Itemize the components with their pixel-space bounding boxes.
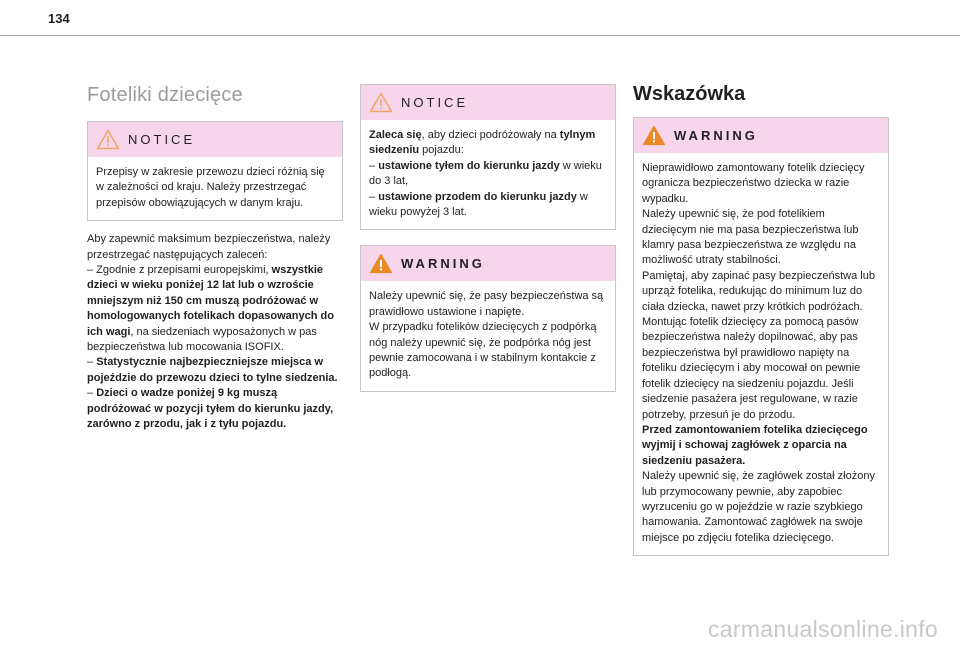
notice-label: NOTICE: [401, 95, 469, 110]
warning-triangle-outline-icon: [369, 92, 393, 113]
warning-text: Należy upewnić się, że pasy bezpieczeństwa są prawidłowo ustawione i napięte. W przypadku fotelików dziecięcych z podpórką nóg należy upewnić się, że podpórka nóg jest pewnie zamocowana i w stabilnym kontakcie z podłogą.: [369, 290, 604, 380]
body-text: [87, 232, 343, 432]
list-item: – Dzieci o wadze poniżej 9 kg muszą podróżować w pozycji tyłem do kierunku jazdy, zarówno z przodu, jak i z tyłu pojazdu.: [87, 387, 334, 431]
notice-box: [87, 121, 343, 221]
warning-header: [634, 118, 888, 153]
column-3: [633, 70, 889, 556]
notice-text: Przepisy w zakresie przewozu dzieci różnią się w zależności od kraju. Należy przestrzegać przepisów obowiązujących w danym kraju.: [96, 166, 325, 209]
notice-header: [88, 122, 342, 157]
warning-triangle-outline-icon: [96, 129, 120, 150]
section-title: Foteliki dziecięce: [87, 84, 243, 106]
intro-paragraph: Aby zapewnić maksimum bezpieczeństwa, należy przestrzegać następujących zaleceń:: [87, 233, 331, 261]
page-number: 134: [48, 11, 70, 26]
warning-box: [633, 117, 889, 556]
section-heading: Wskazówka: [633, 83, 746, 105]
list-item: – Zgodnie z przepisami europejskimi, wszystkie dzieci w wieku poniżej 12 lat lub o wzroście mniejszym niż 150 cm muszą podróżować w homologowanych fotelikach dopasowanych do ich wagi, na siedzeniach wyposażonych w pas bezpieczeństwa lub mocowania ISOFIX.: [87, 264, 334, 354]
top-divider: [0, 35, 960, 36]
column-1: [87, 70, 343, 433]
warning-label: WARNING: [401, 256, 485, 272]
list-item: – Statystycznie najbezpieczniejsze miejsca w pojeździe do przewozu dzieci to tylne siedzenia.: [87, 356, 338, 384]
column-2: [360, 70, 616, 392]
watermark: carmanualsonline.info: [707, 616, 938, 642]
warning-header: [361, 246, 615, 281]
notice-box: [360, 84, 616, 230]
warning-box: [360, 245, 616, 391]
warning-triangle-icon: [369, 253, 393, 274]
notice-label: NOTICE: [128, 132, 196, 147]
warning-label: WARNING: [674, 128, 758, 143]
notice-header: [361, 85, 615, 120]
warning-triangle-icon: [642, 125, 666, 146]
warning-text: Nieprawidłowo zamontowany fotelik dziecięcy ogranicza bezpieczeństwo dziecka w razie wypadku. Należy upewnić się, że pod fotelikiem dziecięcym nie ma pasa bezpieczeństwa lub klamry pasa bezpieczeństwa ze względu na możliwość utraty stabilności. Pamiętaj, aby zapinać pasy bezpieczeństwa lub uprząż fotelika, redukując do minimum luz do ciała dziecka, nawet przy krótkich podróżach. Montując fotelik dziecięcy za pomocą pasów bezpieczeństwa należy dopilnować, aby pas bezpieczeństwa był prawidłowo napięty na foteliku dziecięcym i aby mocował on pewnie fotelik dziecięcy na siedzeniu pojazdu. Jeśli siedzenie pasażera jest regulowane, w razie potrzeby, przesuń je do przodu. Przed zamontowaniem fotelika dziecięcego wyjmij i schowaj zagłówek z oparcia na siedzeniu pasażera. Należy upewnić się, że zagłówek został złożony lub przymocowany pewnie, aby zapobiec wyrzuceniu go w pojeździe w razie szybkiego hamowania. Zamontować zagłówek na swoje miejsce po zdjęciu fotelika dziecięcego.: [642, 162, 875, 544]
notice-text: Zaleca się, aby dzieci podróżowały na tylnym siedzeniu pojazdu: – ustawione tyłem do kierunku jazdy w wieku do 3 lat, – ustawione przodem do kierunku jazdy w wieku powyżej 3 lat.: [369, 129, 602, 219]
